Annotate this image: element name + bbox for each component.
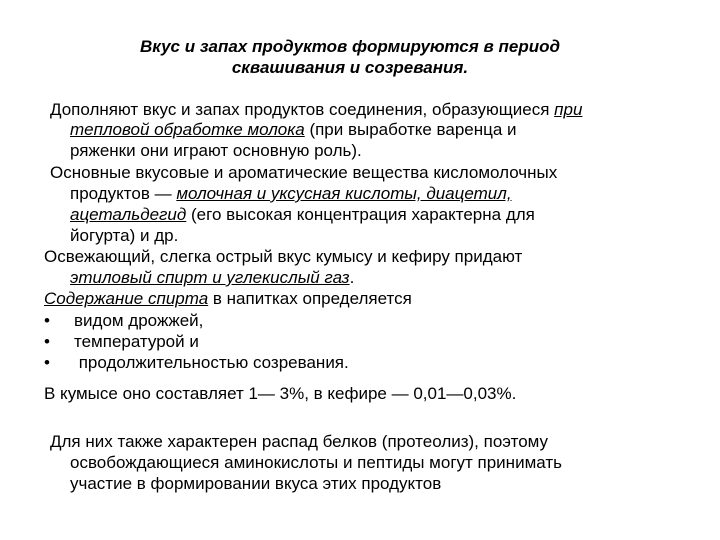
link-text: ацетальдегид <box>70 205 187 224</box>
p2-line-1: Основные вкусовые и ароматические вещества кисломолочных <box>50 163 558 182</box>
p4-line-1 <box>44 289 412 309</box>
text-span: . <box>349 268 355 287</box>
link-text: при <box>554 100 583 119</box>
text-span: продуктов — <box>70 184 177 203</box>
text-span: в напитках определяется <box>208 289 412 308</box>
p2-line-4: йогурта) и др. <box>70 226 179 245</box>
bullet-icon: • <box>44 311 50 330</box>
p1-line-1 <box>50 100 582 120</box>
p1-line-2 <box>70 120 517 140</box>
p3-line-2 <box>70 268 354 288</box>
bullet-icon: • <box>44 353 50 372</box>
bullet-text: температурой и <box>74 332 199 351</box>
slide-title <box>100 36 600 78</box>
p3-line-1: Освежающий, слегка острый вкус кумысу и кефиру придают <box>44 247 523 266</box>
p2-line-3 <box>70 205 535 225</box>
bullet-icon: • <box>44 332 50 351</box>
title-line-1: Вкус и запах продуктов формируются в период <box>140 37 560 56</box>
bullet-text: продолжительностью созревания. <box>74 353 349 372</box>
link-text: Содержание спирта <box>44 289 209 308</box>
link-text: тепловой обработке молока <box>70 120 305 139</box>
p1-line-3: ряженки они играют основную роль). <box>70 141 362 160</box>
bullet-text: видом дрожжей, <box>74 311 204 330</box>
bullet-item-1 <box>44 311 203 331</box>
p6-line-3: участие в формировании вкуса этих продуктов <box>70 474 442 493</box>
bullet-item-2 <box>44 332 199 352</box>
link-text: молочная и уксусная кислоты, диацетил, <box>176 184 512 203</box>
bullet-item-3 <box>44 353 349 373</box>
p6-line-2: освобождающиеся аминокислоты и пептиды могут принимать <box>70 453 562 472</box>
text-span: (его высокая концентрация характерна для <box>186 205 535 224</box>
p2-line-2 <box>70 184 512 204</box>
text-span: (при выработке варенца и <box>304 120 517 139</box>
text-span: Дополняют вкус и запах продуктов соединения, образующиеся <box>50 100 555 119</box>
link-text: этиловый спирт и углекислый газ <box>70 268 350 287</box>
p5-line-1: В кумысе оно составляет 1— 3%, в кефире — 0,01—0,03%. <box>44 384 517 403</box>
p6-line-1: Для них также характерен распад белков (протеолиз), поэтому <box>50 432 549 451</box>
title-line-2: сквашивания и созревания. <box>231 58 469 77</box>
